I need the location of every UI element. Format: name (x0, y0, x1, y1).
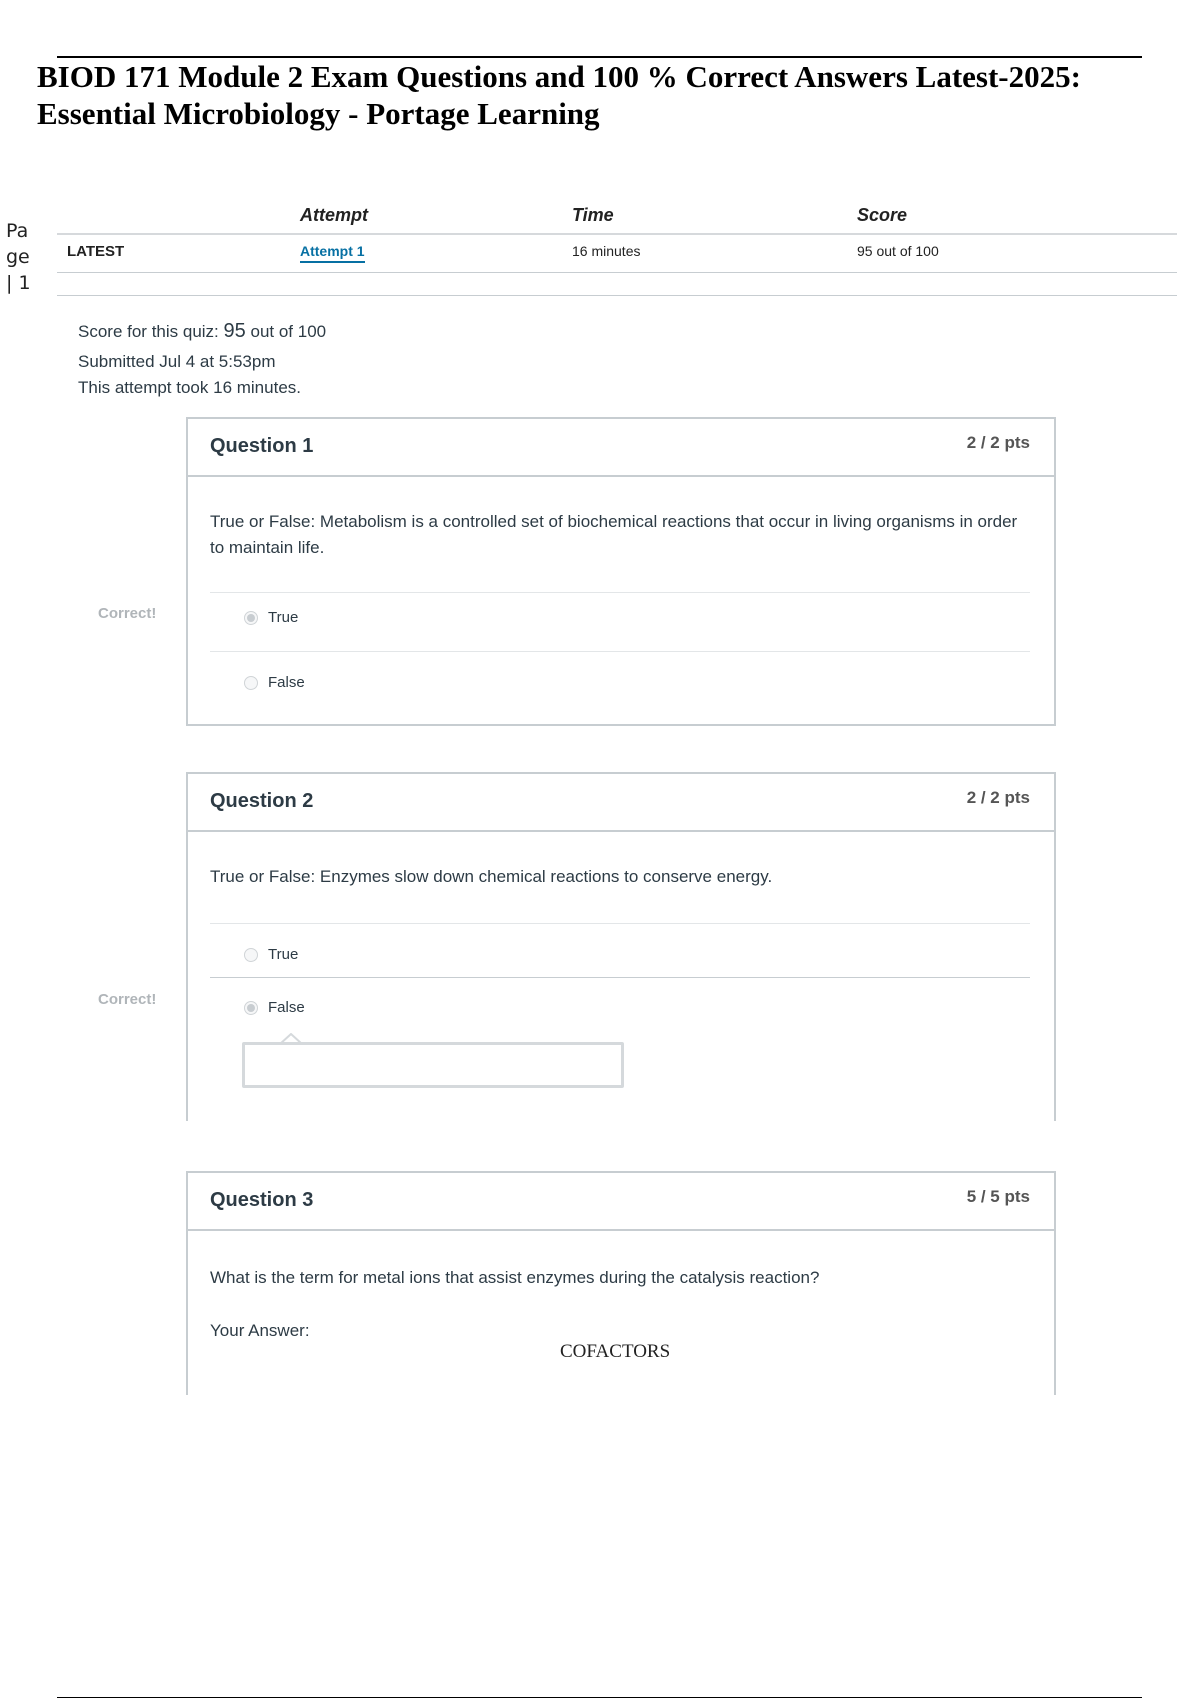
bottom-rule (57, 1697, 1142, 1698)
score-prefix: Score for this quiz: (78, 322, 219, 341)
attempt-1-link[interactable]: Attempt 1 (300, 243, 365, 263)
question-1-option-false[interactable] (244, 674, 305, 691)
answer-divider (210, 977, 1030, 978)
submitted-time: Submitted Jul 4 at 5:53pm (78, 352, 276, 371)
time-column-header: Time (572, 205, 614, 225)
score-column-header: Score (857, 205, 908, 225)
question-3-text: What is the term for metal ions that assist enzymes during the catalysis reaction? (210, 1268, 820, 1287)
your-answer-label: Your Answer: (210, 1321, 310, 1340)
page-marker: Pa ge | 1 (6, 220, 31, 294)
question-2-option-false[interactable] (244, 999, 305, 1016)
radio-selected-icon[interactable] (244, 611, 258, 625)
question-2-card (186, 772, 1056, 1121)
option-label: False (268, 999, 305, 1016)
question-3-title: Question 3 (210, 1189, 314, 1211)
question-3-points: 5 / 5 pts (966, 1187, 1030, 1206)
score-suffix: out of 100 (250, 322, 327, 341)
question-1-header (188, 419, 1054, 477)
question-3-header (188, 1173, 1054, 1231)
table-header-divider (57, 233, 1177, 235)
answer-divider (210, 592, 1030, 593)
answer-divider (210, 923, 1030, 924)
score-value: 95 (223, 320, 246, 342)
score-cell: 95 out of 100 (857, 243, 939, 259)
time-cell: 16 minutes (572, 243, 641, 259)
radio-selected-icon[interactable] (244, 1001, 258, 1015)
question-2-text: True or False: Enzymes slow down chemical reactions to conserve energy. (210, 867, 773, 886)
attempt-duration: This attempt took 16 minutes. (78, 378, 301, 397)
question-1-card (186, 417, 1056, 726)
question-3-card (186, 1171, 1056, 1395)
attempt-cell (300, 243, 365, 259)
option-label: True (268, 946, 299, 963)
question-1-text: True or False: Metabolism is a controlled set of biochemical reactions that occur in living organisms in order to maintain life. (210, 512, 1018, 557)
option-label: True (268, 609, 299, 626)
document-title: BIOD 171 Module 2 Exam Questions and 100 % Correct Answers Latest-2025: Essential Microbiology - Portage Learning (37, 59, 1081, 131)
question-2-header (188, 774, 1054, 832)
quiz-score-summary (78, 320, 326, 343)
question-1-option-true[interactable] (244, 609, 298, 626)
question-2-correct-label: Correct! (98, 991, 157, 1008)
table-row-divider (57, 272, 1177, 273)
question-1-title: Question 1 (210, 435, 314, 457)
question-1-points: 2 / 2 pts (966, 433, 1030, 452)
radio-empty-icon[interactable] (244, 948, 258, 962)
question-2-points: 2 / 2 pts (966, 788, 1030, 807)
question-1-correct-label: Correct! (98, 605, 157, 622)
answer-divider (210, 651, 1030, 652)
question-2-title: Question 2 (210, 790, 314, 812)
table-bottom-divider (57, 295, 1177, 296)
attempt-column-header: Attempt (300, 205, 368, 225)
question-2-option-true[interactable] (244, 946, 298, 963)
question-3-answer: COFACTORS (560, 1341, 671, 1362)
radio-empty-icon[interactable] (244, 676, 258, 690)
answer-comment-box (242, 1042, 624, 1088)
option-label: False (268, 674, 305, 691)
latest-label: LATEST (67, 243, 125, 260)
